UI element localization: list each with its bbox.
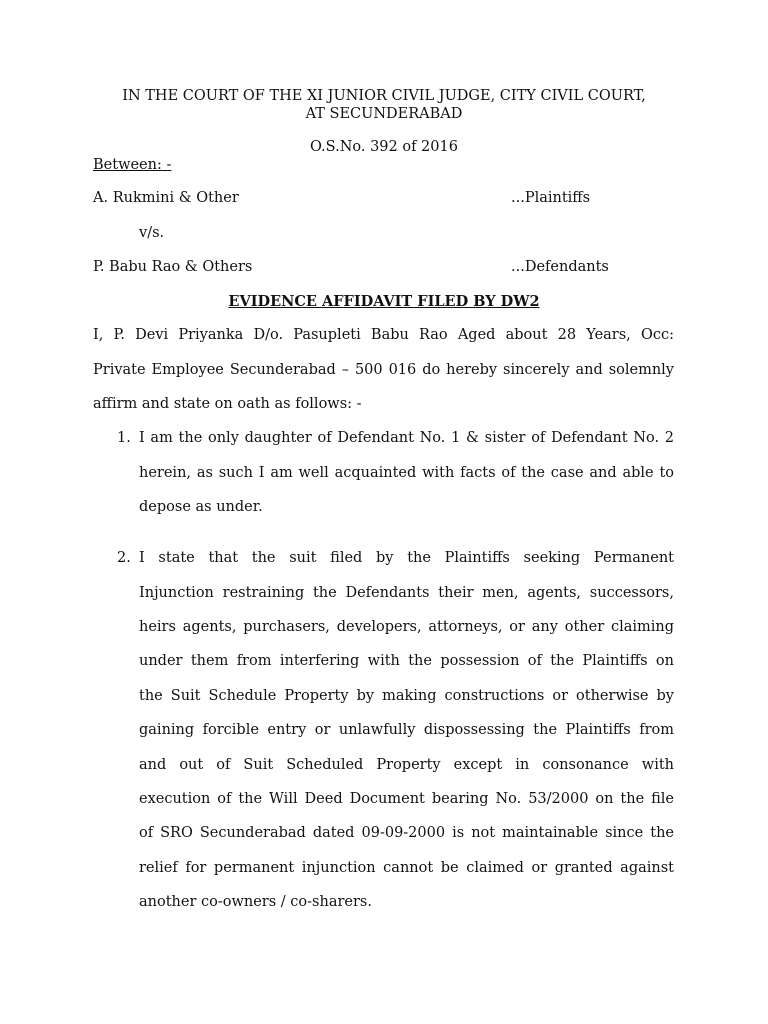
paragraph-2-line-2: Injunction restraining the Defendants their men, agents, successors, <box>139 585 674 601</box>
paragraph-2-line-6: gaining forcible entry or unlawfully dispossessing the Plaintiffs from <box>139 722 674 738</box>
paragraph-2-line-1: I state that the suit filed by the Plaintiffs seeking Permanent <box>139 550 674 566</box>
affidavit-heading: EVIDENCE AFFIDAVIT FILED BY DW2 <box>228 293 540 310</box>
intro-line-2: Private Employee Secunderabad – 500 016 do hereby sincerely and solemnly <box>93 362 674 378</box>
paragraph-1-line-1: I am the only daughter of Defendant No. 1 & sister of Defendant No. 2 <box>139 430 674 446</box>
paragraph-1-line-3: depose as under. <box>139 499 263 515</box>
paragraph-2-line-10: relief for permanent injunction cannot be claimed or granted against <box>139 860 674 876</box>
paragraph-2-line-8: execution of the Will Deed Document bearing No. 53/2000 on the file <box>139 791 674 807</box>
defendant-role: ...Defendants <box>511 259 609 275</box>
versus-label: v/s. <box>139 225 165 241</box>
intro-line-3: affirm and state on oath as follows: - <box>93 396 362 412</box>
paragraph-2-line-11: another co-owners / co-sharers. <box>139 894 372 910</box>
case-number: O.S.No. 392 of 2016 <box>310 139 458 155</box>
plaintiff-name: A. Rukmini & Other <box>93 190 239 206</box>
paragraph-1-number: 1. <box>117 430 131 446</box>
paragraph-2-line-7: and out of Suit Scheduled Property except in consonance with <box>139 757 674 773</box>
paragraph-2-line-5: the Suit Schedule Property by making constructions or otherwise by <box>139 688 674 704</box>
intro-line-1: I, P. Devi Priyanka D/o. Pasupleti Babu Rao Aged about 28 Years, Occ: <box>93 327 674 343</box>
court-title-line-2: AT SECUNDERABAD <box>305 106 463 122</box>
between-label: Between: - <box>93 157 172 173</box>
paragraph-2-number: 2. <box>117 550 131 566</box>
plaintiff-role: ...Plaintiffs <box>511 190 591 206</box>
paragraph-2-line-9: of SRO Secunderabad dated 09-09-2000 is not maintainable since the <box>139 825 674 841</box>
defendant-name: P. Babu Rao & Others <box>93 259 253 275</box>
paragraph-1-line-2: herein, as such I am well acquainted with facts of the case and able to <box>139 465 674 481</box>
court-title-line-1: IN THE COURT OF THE XI JUNIOR CIVIL JUDGE, CITY CIVIL COURT, <box>122 88 646 104</box>
paragraph-2-line-3: heirs agents, purchasers, developers, attorneys, or any other claiming <box>139 619 674 635</box>
paragraph-2-line-4: under them from interfering with the possession of the Plaintiffs on <box>139 653 674 669</box>
